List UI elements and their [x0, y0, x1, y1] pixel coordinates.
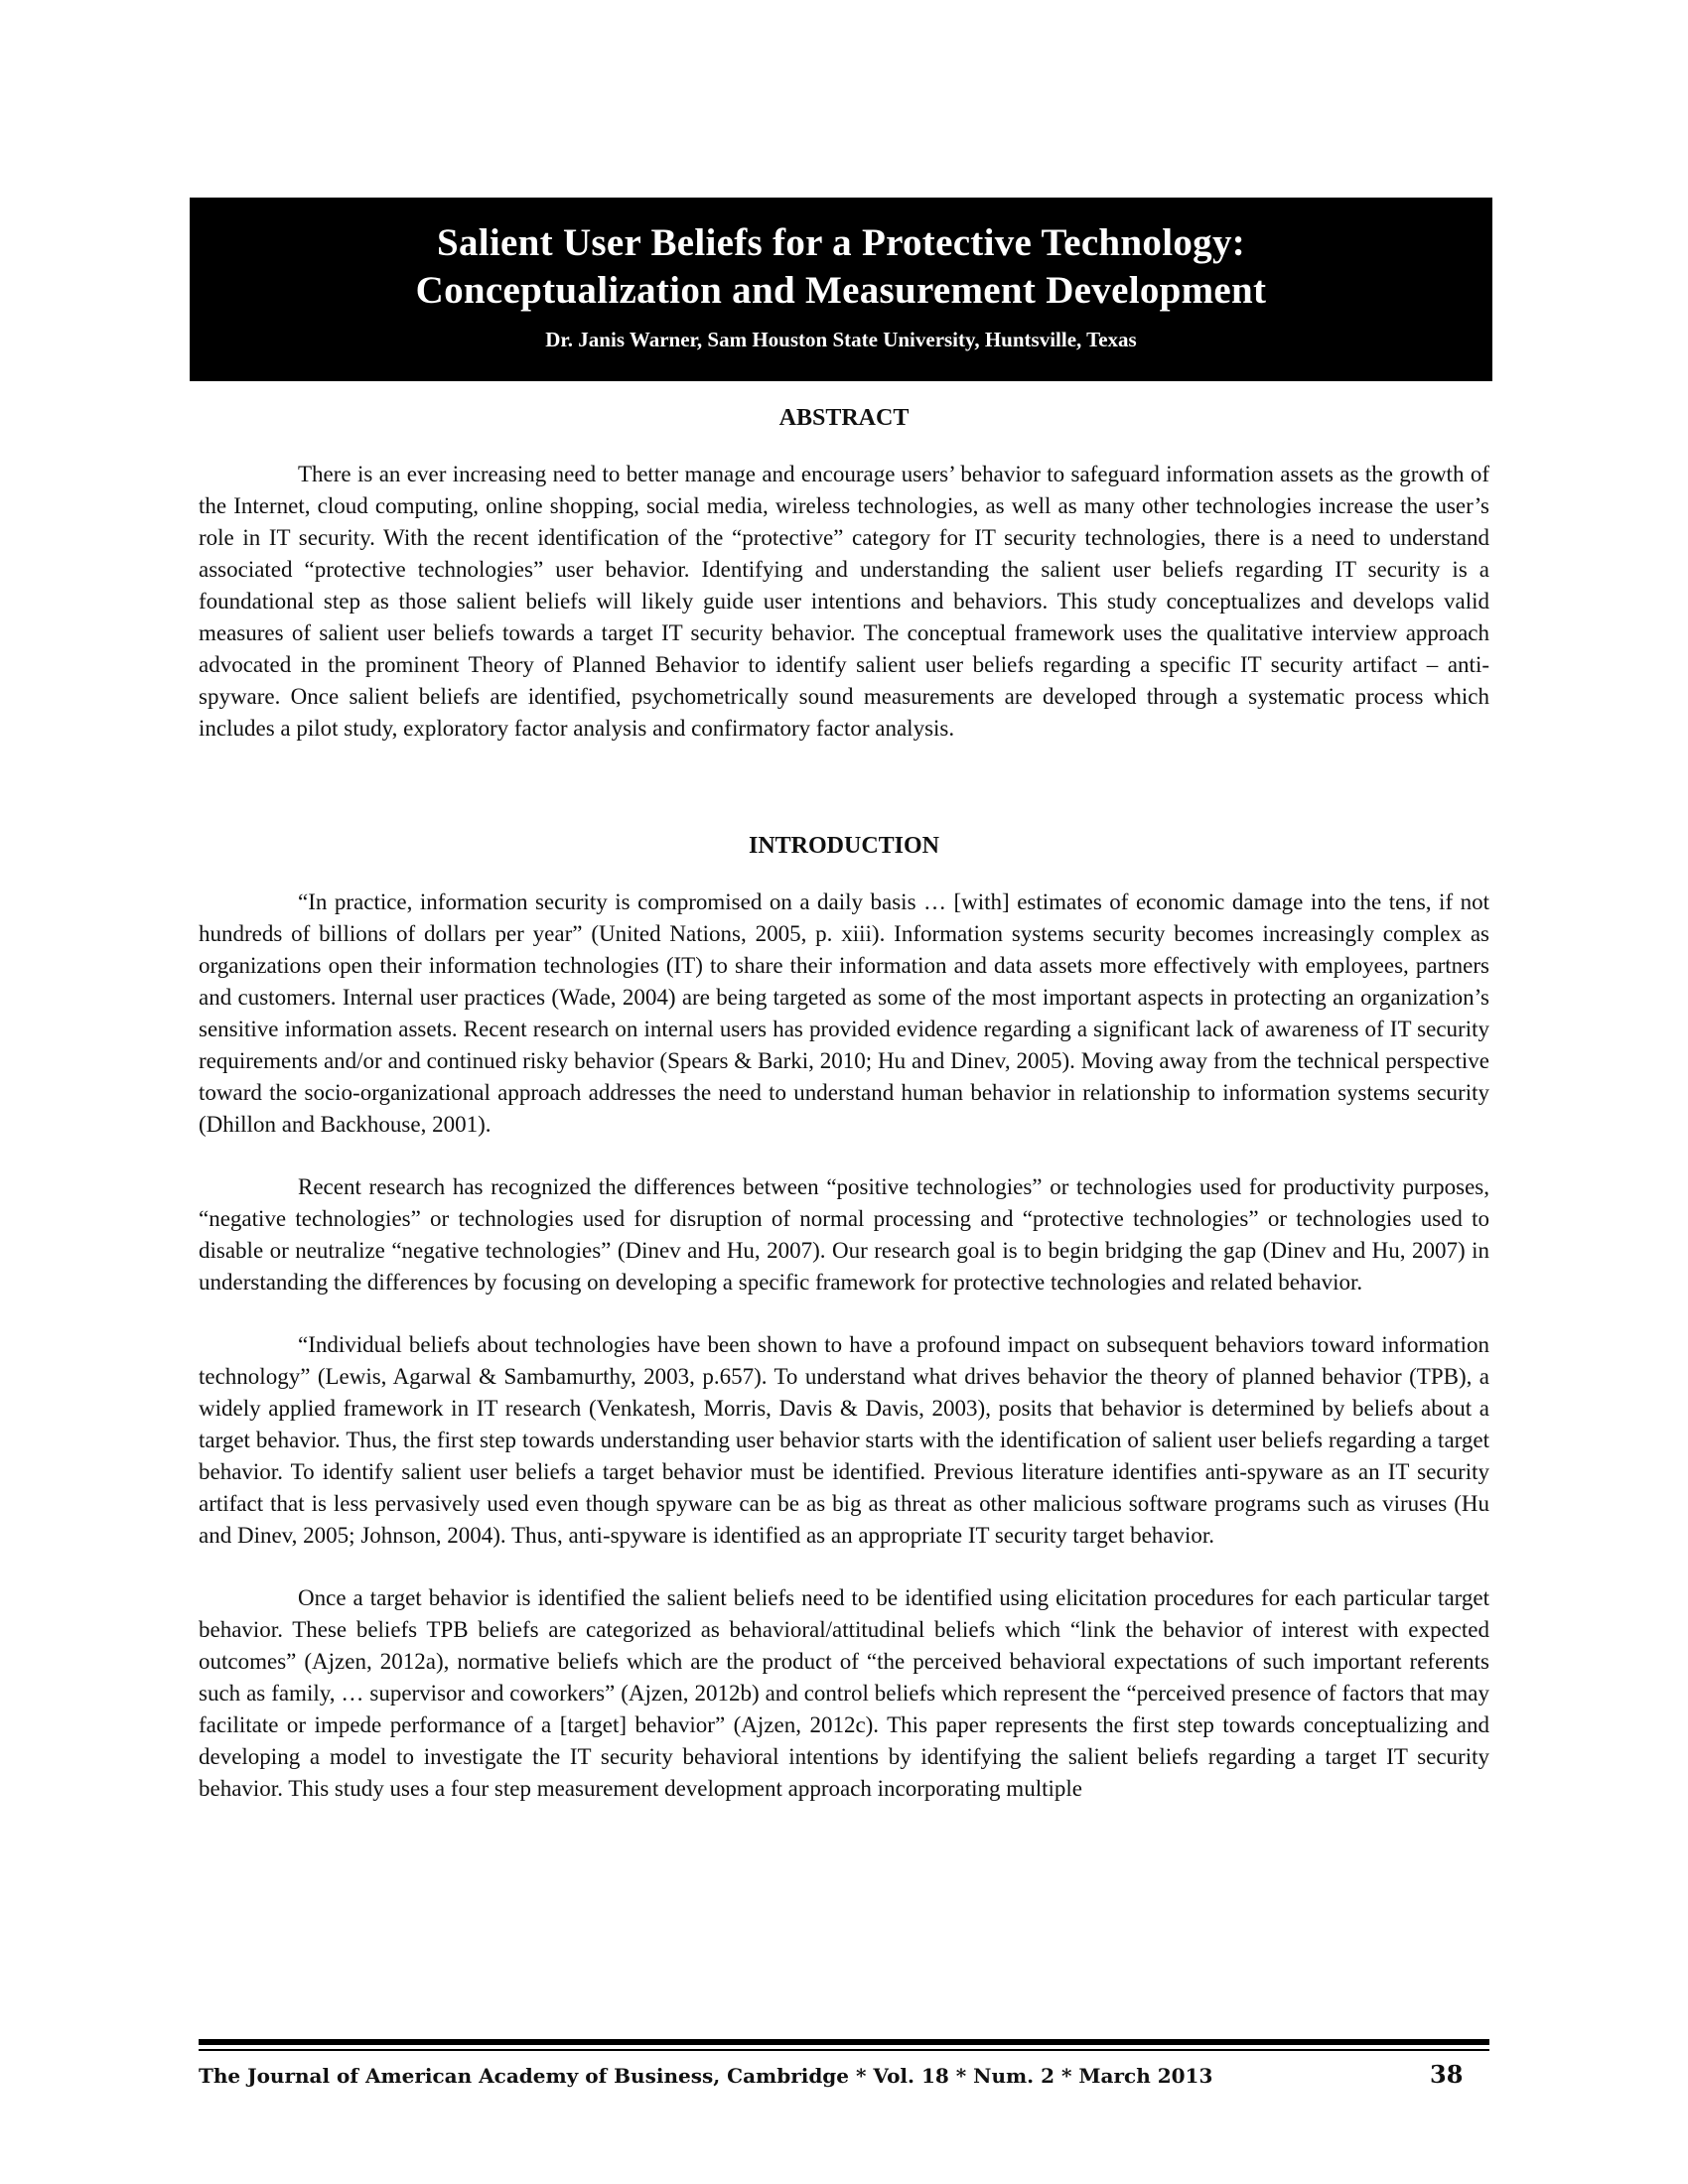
- abstract-paragraph: There is an ever increasing need to better manage and encourage users’ behavior to safeguard information assets as the growth of the Internet, cloud computing, online shopping, social media, wireless technologies, as well as many other technologies increase the user’s role in IT security. With the recent identification of the “protective” category for IT security technologies, there is a need to understand associated “protective technologies” user behavior. Identifying and understanding the salient user beliefs regarding IT security is a foundational step as those salient beliefs will likely guide user intentions and behaviors. This study conceptualizes and develops valid measures of salient user beliefs towards a target IT security behavior. The conceptual framework uses the qualitative interview approach advocated in the prominent Theory of Planned Behavior to identify salient user beliefs regarding a specific IT security artifact – anti-spyware. Once salient beliefs are identified, psychometrically sound measurements are developed through a systematic process which includes a pilot study, exploratory factor analysis and confirmatory factor analysis.: [199, 462, 1489, 741]
- paper-title-line-1: Salient User Beliefs for a Protective Technology:: [436, 221, 1246, 264]
- introduction-body: [199, 887, 1489, 1836]
- footer-rule-thick: [199, 2039, 1489, 2045]
- abstract-heading: ABSTRACT: [778, 405, 910, 431]
- intro-paragraph-1: “In practice, information security is compromised on a daily basis … [with] estimates of economic damage into the tens, if not hundreds of billions of dollars per year” (United Nations, 2005, p. xiii). Information systems security becomes increasingly complex as organizations open their information technologies (IT) to share their information and data assets more effectively with employees, partners and customers. Internal user practices (Wade, 2004) are being targeted as some of the most important aspects in protecting an organization’s sensitive information assets. Recent research on internal users has provided evidence regarding a significant lack of awareness of IT security requirements and/or and continued risky behavior (Spears & Barki, 2010; Hu and Dinev, 2005). Moving away from the technical perspective toward the socio-organizational approach addresses the need to understand human behavior in relationship to information systems security (Dhillon and Backhouse, 2001).: [199, 889, 1489, 1137]
- footer-journal-citation: The Journal of American Academy of Business, Cambridge * Vol. 18 * Num. 2 * March 2013: [199, 2064, 1213, 2088]
- intro-paragraph-2: Recent research has recognized the differences between “positive technologies” or technologies used for productivity purposes, “negative technologies” or technologies used for disruption of normal processing and “protective technologies” or technologies used to disable or neutralize “negative technologies” (Dinev and Hu, 2007). Our research goal is to begin bridging the gap (Dinev and Hu, 2007) in understanding the differences by focusing on developing a specific framework for protective technologies and related behavior.: [199, 1174, 1489, 1295]
- intro-paragraph-3: “Individual beliefs about technologies have been shown to have a profound impact on subsequent behaviors toward information technology” (Lewis, Agarwal & Sambamurthy, 2003, p.657). To understand what drives behavior the theory of planned behavior (TPB), a widely applied framework in IT research (Venkatesh, Morris, Davis & Davis, 2003), posits that behavior is determined by beliefs about a target behavior. Thus, the first step towards understanding user behavior starts with the identification of salient user beliefs regarding a target behavior. To identify salient user beliefs a target behavior must be identified. Previous literature identifies anti-spyware as an IT security artifact that is less pervasively used even though spyware can be as big as threat as other malicious software programs such as viruses (Hu and Dinev, 2005; Johnson, 2004). Thus, anti-spyware is identified as an appropriate IT security target behavior.: [199, 1332, 1489, 1548]
- intro-paragraph-4: Once a target behavior is identified the salient beliefs need to be identified using elicitation procedures for each particular target behavior. These beliefs TPB beliefs are categorized as behavioral/attitudinal beliefs which “link the behavior of interest with expected outcomes” (Ajzen, 2012a), normative beliefs which are the product of “the perceived behavioral expectations of such important referents such as family, … supervisor and coworkers” (Ajzen, 2012b) and control beliefs which represent the “perceived presence of factors that may facilitate or impede performance of a [target] behavior” (Ajzen, 2012c). This paper represents the first step towards conceptualizing and developing a model to investigate the IT security behavioral intentions by identifying the salient beliefs regarding a target IT security behavior. This study uses a four step measurement development approach incorporating multiple: [199, 1585, 1489, 1801]
- abstract-body: [199, 459, 1489, 775]
- footer-rule-thin: [199, 2049, 1489, 2051]
- introduction-heading: INTRODUCTION: [748, 833, 940, 859]
- author-affiliation: Dr. Janis Warner, Sam Houston State University, Huntsville, Texas: [545, 328, 1137, 351]
- title-banner: [190, 198, 1492, 381]
- footer-page-number: 38: [1430, 2060, 1464, 2089]
- paper-title-line-2: Conceptualization and Measurement Development: [415, 269, 1267, 312]
